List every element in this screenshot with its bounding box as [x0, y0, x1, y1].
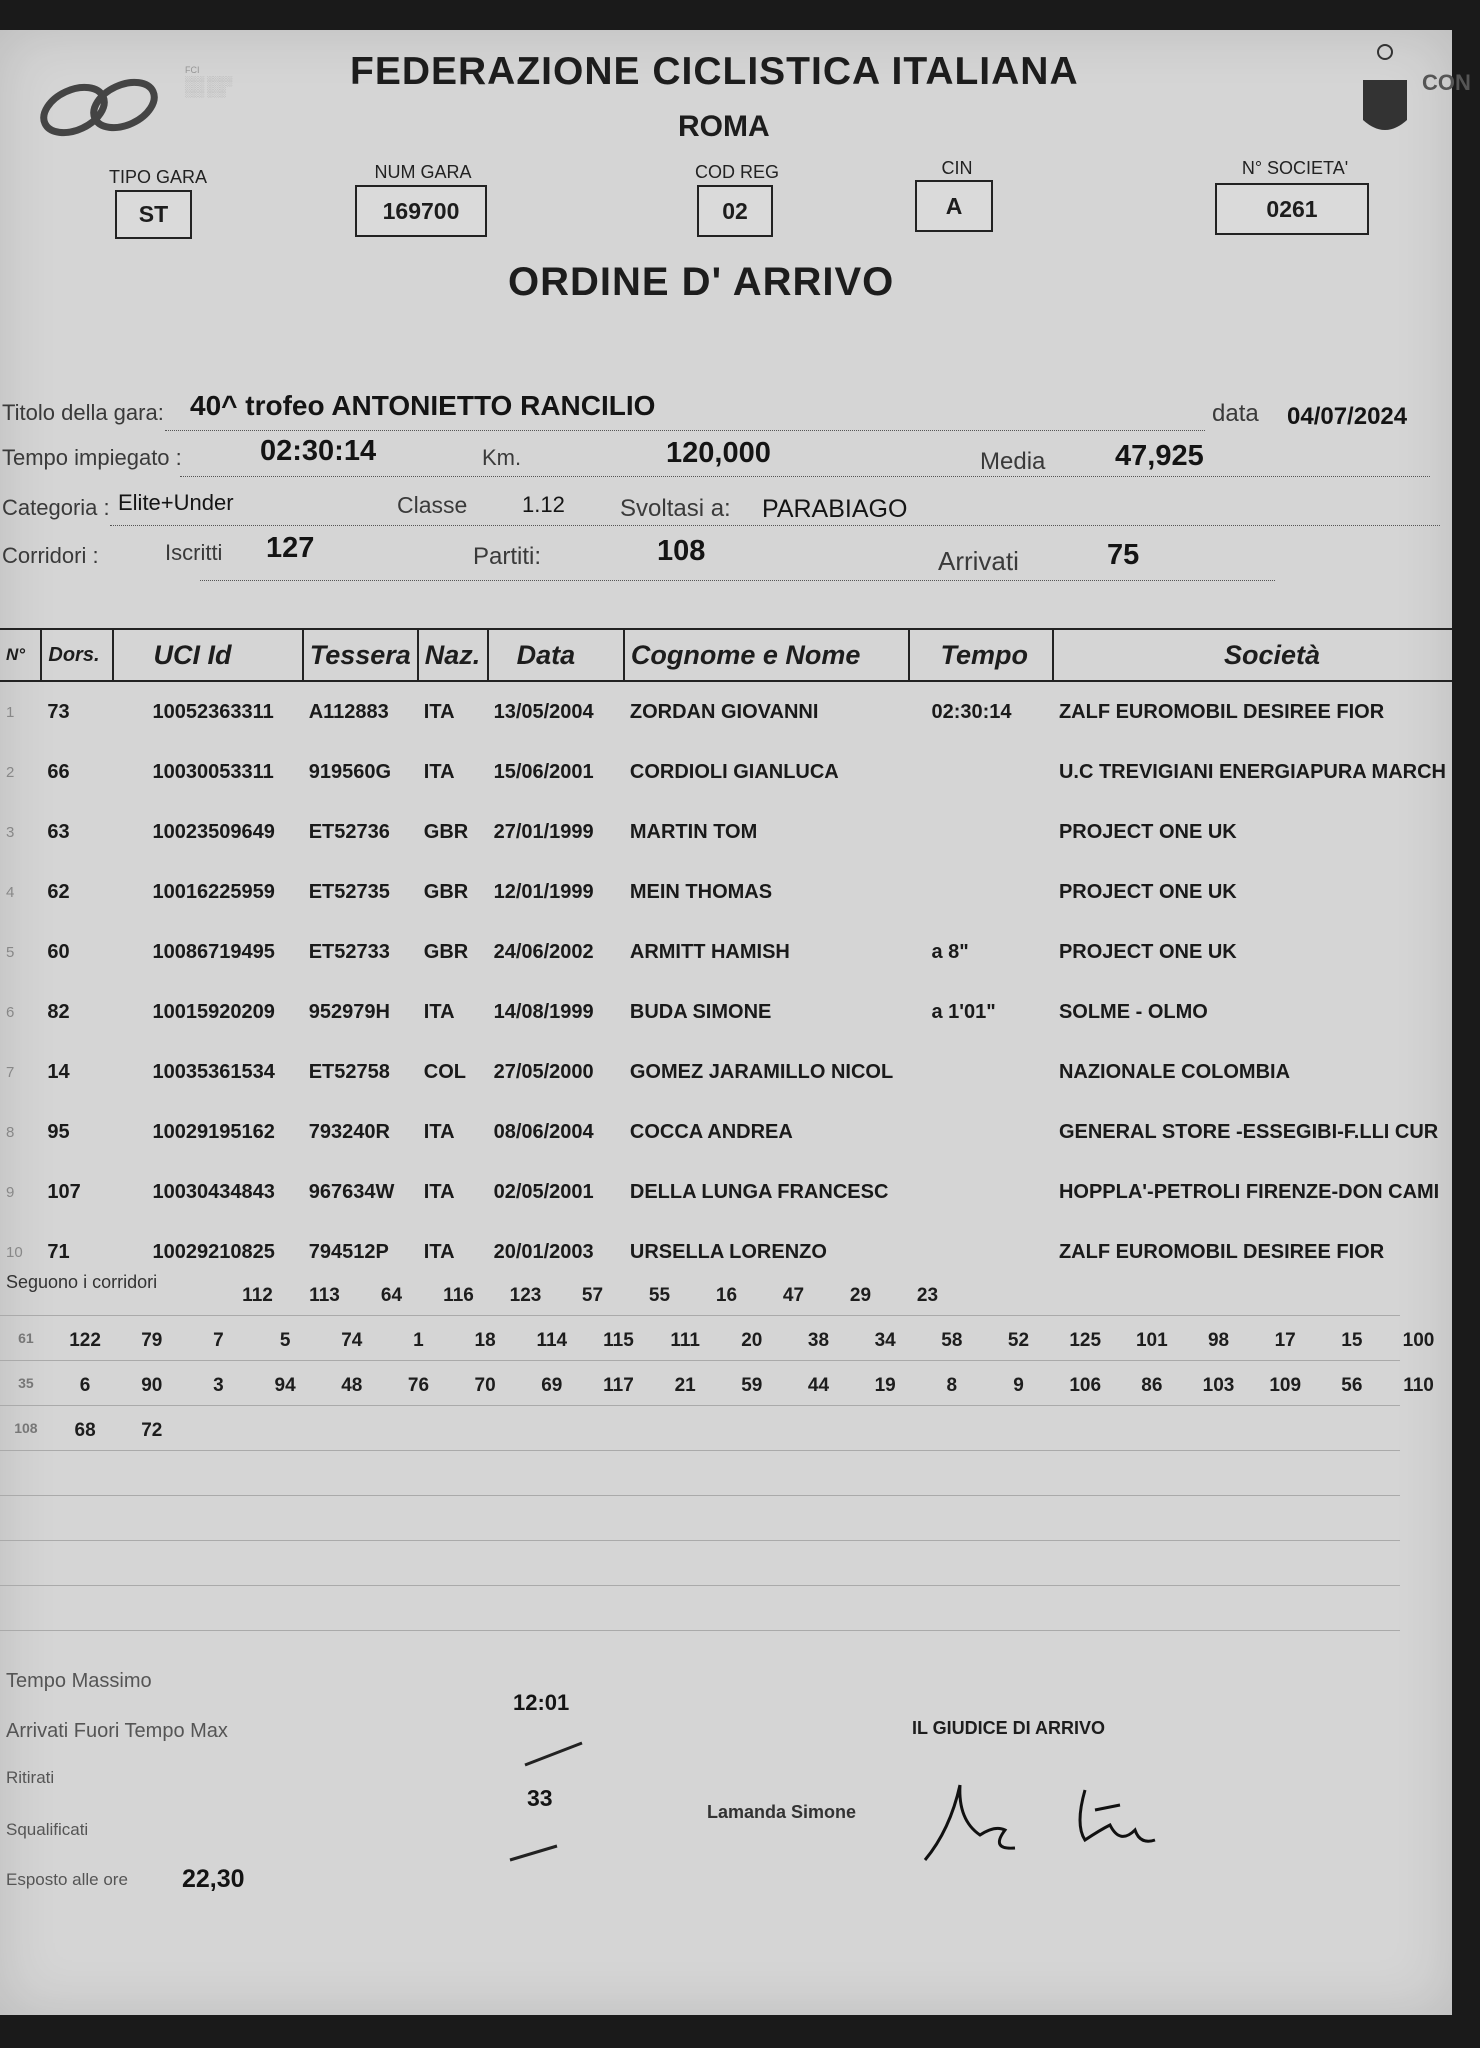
col-data: Data [488, 629, 624, 681]
federation-title: FEDERAZIONE CICLISTICA ITALIANA [350, 50, 1079, 93]
riders-started: 108 [657, 535, 706, 567]
svoltasi-label: Svoltasi a: [620, 495, 731, 522]
max-time-value: 12:01 [513, 1690, 570, 1715]
race-place: PARABIAGO [762, 495, 908, 523]
esposto-label: Esposto alle ore [6, 1870, 128, 1889]
corridori-label: Corridori : [2, 543, 99, 568]
riders-entered: 127 [266, 532, 315, 564]
document-page [0, 30, 1471, 2015]
riders-finished: 75 [1107, 539, 1140, 571]
dash-mark [520, 1735, 590, 1775]
table-row: 3 63 10023509649 ET52736 GBR 27/01/1999 MARTIN TOM PROJECT ONE UK [6, 820, 1237, 843]
col-naz: Naz. [418, 629, 488, 681]
data-label: data [1212, 400, 1259, 427]
following-row-3: 35 6 90 3 94 48 76 70 69 117 21 59 44 19 8 9 106 86 103 109 56 110 [18, 1375, 1434, 1396]
col-societa: Società [1053, 629, 1452, 681]
race-average: 47,925 [1115, 440, 1204, 472]
titolo-label: Titolo della gara: [2, 400, 164, 425]
fci-logo [24, 60, 174, 140]
tipo-gara-box: ST [115, 190, 192, 239]
table-row: 2 66 10030053311 919560G ITA 15/06/2001 CORDIOLI GIANLUCA U.C TREVIGIANI ENERGIAPURA MARCH [6, 760, 1446, 783]
squalificati-label: Squalificati [6, 1820, 89, 1839]
num-gara-label: NUM GARA [374, 162, 472, 182]
table-row: 8 95 10029195162 793240R ITA 08/06/2004 COCCA ANDREA GENERAL STORE -ESSEGIBI-F.LLI CUR [6, 1120, 1439, 1143]
table-row: 5 60 10086719495 ET52733 GBR 24/06/2002 ARMITT HAMISH a 8" PROJECT ONE UK [6, 940, 1237, 963]
coni-logo [1355, 40, 1415, 140]
km-label: Km. [482, 445, 522, 470]
seguono-label: Seguono i corridori [6, 1272, 158, 1292]
cin-label: CIN [941, 158, 973, 178]
arrivati-label: Arrivati [938, 546, 1019, 576]
race-time: 02:30:14 [260, 435, 377, 467]
cod-reg-box: 02 [697, 185, 773, 237]
col-tessera: Tessera [303, 629, 418, 681]
tipo-gara-label: TIPO GARA [108, 167, 207, 187]
race-date: 04/07/2024 [1287, 403, 1408, 430]
judge-label: IL GIUDICE DI ARRIVO [912, 1718, 1106, 1738]
iscritti-label: Iscritti [165, 540, 223, 565]
race-title: 40^ trofeo ANTONIETTO RANCILIO [190, 390, 656, 421]
categoria-label: Categoria : [2, 495, 110, 520]
col-n: N° [0, 629, 41, 681]
document-title: ORDINE D' ARRIVO [508, 260, 895, 304]
race-km: 120,000 [666, 437, 771, 469]
col-uci-id: UCI Id [113, 629, 303, 681]
cod-reg-label: COD REG [694, 162, 779, 182]
dash-mark [505, 1838, 565, 1868]
ritirati-label: Ritirati [6, 1768, 55, 1787]
following-row-4: 108 68 72 [14, 1420, 163, 1441]
num-gara-box: 169700 [355, 185, 487, 237]
following-row-2: 61 122 79 7 5 74 1 18 114 115 111 20 38 34 58 52 125 101 98 17 15 100 [18, 1330, 1435, 1351]
classe-label: Classe [397, 492, 468, 518]
following-row-1: 112 113 64 116 123 57 55 16 47 29 23 [242, 1285, 939, 1306]
esposto-value: 22,30 [182, 1865, 245, 1893]
col-cognome-nome: Cognome e Nome [624, 629, 910, 681]
col-dors: Dors. [41, 629, 112, 681]
race-class: 1.12 [522, 492, 565, 517]
table-row: 7 14 10035361534 ET52758 COL 27/05/2000 GOMEZ JARAMILLO NICOL NAZIONALE COLOMBIA [6, 1060, 1291, 1083]
table-row: 6 82 10015920209 952979H ITA 14/08/1999 BUDA SIMONE a 1'01" SOLME - OLMO [6, 1000, 1208, 1023]
partiti-label: Partiti: [473, 543, 542, 570]
table-row: 4 62 10016225959 ET52735 GBR 12/01/1999 MEIN THOMAS PROJECT ONE UK [6, 880, 1237, 903]
judge-signature [920, 1770, 1210, 1870]
race-category: Elite+Under [118, 490, 234, 515]
table-header-row [0, 629, 1452, 681]
media-label: Media [980, 448, 1046, 475]
table-row: 1 73 10052363311 A112883 ITA 13/05/2004 ZORDAN GIOVANNI 02:30:14 ZALF EUROMOBIL DESIREE FIOR [6, 700, 1385, 723]
retired-value: 33 [527, 1785, 553, 1811]
fci-logo-text: FCI ░░░ ░░░░ ░░░ ░░░ [185, 65, 233, 97]
col-tempo: Tempo [909, 629, 1052, 681]
tempo-massimo-label: Tempo Massimo [6, 1670, 152, 1692]
tempo-impiegato-label: Tempo impiegato : [2, 445, 182, 470]
results-table [0, 628, 1452, 1282]
cin-box: A [915, 180, 993, 232]
city: ROMA [678, 110, 770, 143]
table-row: 9 107 10030434843 967634W ITA 02/05/2001 DELLA LUNGA FRANCESC HOPPLA'-PETROLI FIRENZE-DON CAMI [6, 1180, 1440, 1203]
societa-box: 0261 [1215, 183, 1369, 235]
coni-text: CON [1422, 70, 1471, 95]
table-row: 10 71 10029210825 794512P ITA 20/01/2003 URSELLA LORENZO ZALF EUROMOBIL DESIREE FIOR [6, 1240, 1385, 1263]
fuori-tempo-label: Arrivati Fuori Tempo Max [6, 1720, 228, 1742]
judge-name: Lamanda Simone [707, 1802, 857, 1822]
societa-label: N° SOCIETA' [1241, 158, 1349, 178]
